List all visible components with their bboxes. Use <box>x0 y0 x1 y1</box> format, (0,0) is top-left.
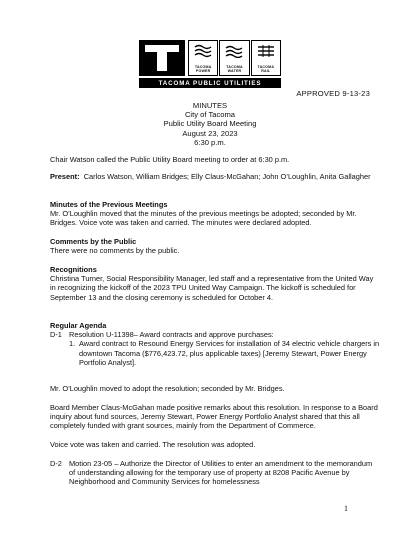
meeting-name: Public Utility Board Meeting <box>163 119 257 129</box>
tacoma-public-utilities-logo <box>139 40 281 90</box>
agenda-item-d1 <box>50 330 380 339</box>
minutes-heading: Minutes of the Previous Meetings <box>50 200 168 209</box>
water-label: TACOMA WATER <box>226 65 243 73</box>
comments-section <box>50 237 380 255</box>
logo-bar-text: TACOMA PUBLIC UTILITIES <box>139 78 281 88</box>
motion-paragraph: Mr. O’Loughlin moved to adopt the resolution; seconded by Mr. Bridges. <box>50 384 285 393</box>
agenda-subitem <box>69 339 380 367</box>
agenda-item-number: D-1 <box>50 330 62 340</box>
agenda-item-d2 <box>50 459 380 487</box>
call-to-order: Chair Watson called the Public Utility Board meeting to order at 6:30 p.m. <box>50 155 290 164</box>
vote-paragraph: Voice vote was taken and carried. The resolution was adopted. <box>50 440 256 449</box>
approved-stamp: APPROVED 9-13-23 <box>296 89 370 98</box>
page-number: 1 <box>344 504 348 513</box>
comments-heading: Comments by the Public <box>50 237 137 246</box>
meeting-time: 6:30 p.m. <box>194 137 226 147</box>
city-name: City of Tacoma <box>184 110 236 120</box>
tacoma-t-logo-icon <box>139 40 185 76</box>
meeting-date: August 23, 2023 <box>182 128 238 138</box>
water-waves-icon <box>224 44 244 58</box>
recognitions-text: Christina Turner, Social Responsibility Manager, led staff and a representative from the United Way in recognizing the kickoff of the 2023 TPU United Way Campaign. The kickoff is scheduled for September 13 and the closing ceremony is scheduled for October 4. <box>50 274 374 302</box>
agenda-item-d2-block <box>50 459 380 487</box>
minutes-section <box>50 200 380 228</box>
discussion-paragraph: Board Member Claus-McGahan made positive remarks about this resolution. In response to a Board inquiry about fund sources, Jeremy Stewart, Power Energy Portfolio Analyst shared that this all completely funded with grant sources, mainly from the Department of Commerce. <box>50 403 378 431</box>
minutes-text: Mr. O’Loughlin moved that the minutes of the previous meetings be adopted; seconded by Mr. Bridges. Voice vote was taken and carried. The minutes were declared adopted. <box>50 209 357 228</box>
tacoma-power-unit <box>188 40 218 76</box>
agenda-item-text: Motion 23-05 – Authorize the Director of Utilities to enter an amendment to the memorandum of understanding allowing for the temporary use of property at 8208 Pacific Avenue by Neighborhood and Community Services for homelessness <box>69 459 373 487</box>
power-label: TACOMA POWER <box>194 65 212 73</box>
present-names: Carlos Watson, William Bridges; Elly Claus-McGahan; John O’Loughlin, Anita Gallagher <box>83 172 371 181</box>
minutes-title: MINUTES <box>192 101 228 110</box>
regular-agenda-heading: Regular Agenda <box>50 321 107 330</box>
tacoma-rail-unit <box>251 40 281 76</box>
rail-label: TACOMA RAIL <box>257 65 275 73</box>
agenda-item-number: D-2 <box>50 459 62 468</box>
regular-agenda-section <box>50 321 380 367</box>
present-section <box>50 172 380 181</box>
comments-text: There were no comments by the public. <box>50 246 180 256</box>
minutes-header <box>0 101 420 147</box>
recognitions-section <box>50 265 380 302</box>
subitem-number: 1. <box>69 339 76 349</box>
recognitions-heading: Recognitions <box>50 265 97 274</box>
present-label: Present: <box>50 172 80 181</box>
agenda-item-text: Resolution U-11398– Award contracts and approve purchases: <box>69 330 274 340</box>
subitem-text: Award contract to Resound Energy Services for installation of 34 electric vehicle chargers in downtown Tacoma ($776,423.72, plus applicable taxes) [Jeremy Stewart, Power Energy Portfolio Analyst]. <box>79 339 380 367</box>
rail-tracks-icon <box>256 44 276 58</box>
power-waves-icon <box>193 44 213 58</box>
tacoma-water-unit <box>219 40 249 76</box>
